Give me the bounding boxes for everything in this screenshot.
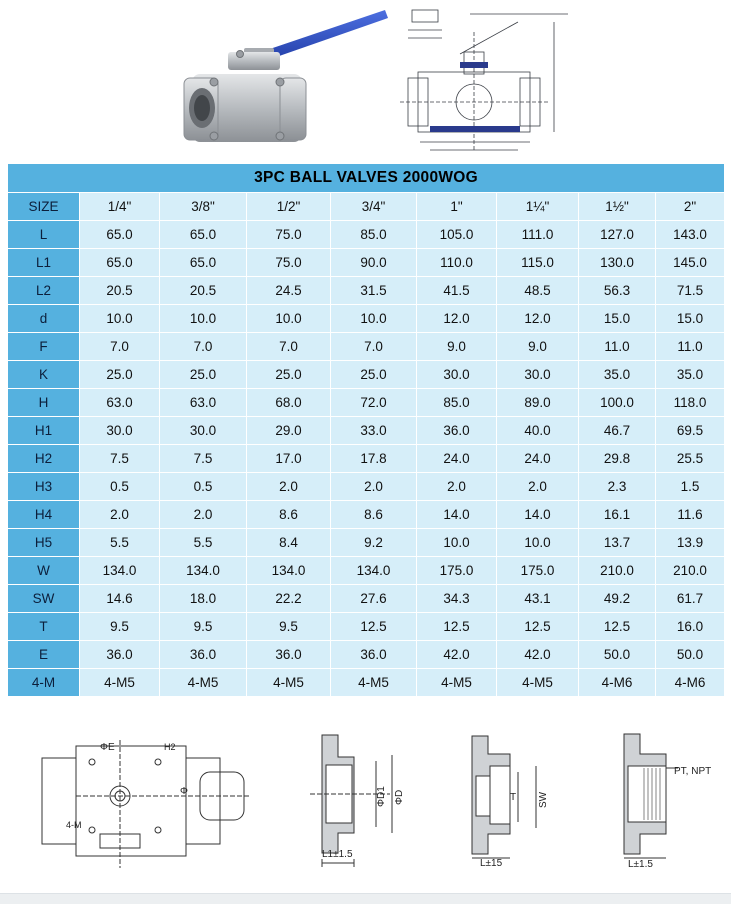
weld-end-drawing — [310, 725, 420, 870]
row-label: E — [8, 641, 80, 669]
table-cell: 4-M6 — [579, 669, 656, 697]
table-cell: 9.5 — [80, 613, 160, 641]
table-cell: 110.0 — [417, 249, 497, 277]
table-cell: 0.5 — [160, 473, 247, 501]
size-column-header: 1" — [417, 193, 497, 221]
table-cell: 65.0 — [80, 221, 160, 249]
table-cell: 10.0 — [160, 305, 247, 333]
table-cell: 7.5 — [160, 445, 247, 473]
table-cell: 13.9 — [656, 529, 725, 557]
size-column-header: 3/4" — [331, 193, 417, 221]
table-cell: 9.0 — [417, 333, 497, 361]
table-cell: 22.2 — [247, 585, 331, 613]
table-cell: 12.5 — [331, 613, 417, 641]
table-cell: 118.0 — [656, 389, 725, 417]
table-cell: 5.5 — [160, 529, 247, 557]
table-cell: 27.6 — [331, 585, 417, 613]
size-column-header: 1/4" — [80, 193, 160, 221]
table-row — [8, 613, 725, 641]
table-cell: 24.0 — [417, 445, 497, 473]
thread-end-drawing — [618, 728, 728, 870]
table-cell: 42.0 — [417, 641, 497, 669]
table-cell: 25.0 — [247, 361, 331, 389]
table-cell: 9.5 — [247, 613, 331, 641]
label-phi-e: ΦE — [100, 742, 115, 753]
table-cell: 12.5 — [497, 613, 579, 641]
row-label: L1 — [8, 249, 80, 277]
table-cell: 10.0 — [497, 529, 579, 557]
table-row — [8, 361, 725, 389]
table-cell: 89.0 — [497, 389, 579, 417]
table-row — [8, 277, 725, 305]
row-label: K — [8, 361, 80, 389]
table-cell: 43.1 — [497, 585, 579, 613]
table-cell: 143.0 — [656, 221, 725, 249]
table-cell: 11.6 — [656, 501, 725, 529]
table-cell: 2.3 — [579, 473, 656, 501]
table-cell: 17.0 — [247, 445, 331, 473]
table-cell: 36.0 — [417, 417, 497, 445]
table-cell: 65.0 — [160, 249, 247, 277]
table-row — [8, 333, 725, 361]
table-cell: 50.0 — [579, 641, 656, 669]
label-l-thread: L±1.5 — [628, 859, 653, 870]
spec-table — [7, 163, 725, 697]
table-cell: 210.0 — [579, 557, 656, 585]
table-cell: 10.0 — [80, 305, 160, 333]
table-cell: 7.0 — [80, 333, 160, 361]
table-row — [8, 529, 725, 557]
table-cell: 134.0 — [331, 557, 417, 585]
table-cell: 4-M5 — [160, 669, 247, 697]
table-cell: 2.0 — [80, 501, 160, 529]
table-cell: 100.0 — [579, 389, 656, 417]
table-cell: 75.0 — [247, 221, 331, 249]
table-cell: 5.5 — [80, 529, 160, 557]
table-cell: 36.0 — [80, 641, 160, 669]
size-label: SIZE — [8, 193, 80, 221]
label-thread: PT, NPT — [674, 766, 712, 777]
row-label: H1 — [8, 417, 80, 445]
table-cell: 7.0 — [331, 333, 417, 361]
table-cell: 4-M5 — [247, 669, 331, 697]
table-cell: 8.6 — [247, 501, 331, 529]
row-label: H4 — [8, 501, 80, 529]
table-row — [8, 389, 725, 417]
table-cell: 85.0 — [417, 389, 497, 417]
table-cell: 36.0 — [331, 641, 417, 669]
table-row — [8, 501, 725, 529]
table-cell: 16.1 — [579, 501, 656, 529]
table-cell: 61.7 — [656, 585, 725, 613]
table-cell: 25.0 — [160, 361, 247, 389]
row-label: SW — [8, 585, 80, 613]
label-4-m: 4-M — [66, 820, 82, 830]
table-cell: 90.0 — [331, 249, 417, 277]
table-cell: 65.0 — [80, 249, 160, 277]
table-cell: 10.0 — [247, 305, 331, 333]
table-cell: 2.0 — [247, 473, 331, 501]
table-cell: 12.5 — [417, 613, 497, 641]
label-phi-d1: ΦD1 — [376, 786, 387, 807]
table-row — [8, 305, 725, 333]
table-cell: 127.0 — [579, 221, 656, 249]
label-l: L±15 — [480, 858, 503, 869]
table-cell: 34.3 — [417, 585, 497, 613]
row-label: H5 — [8, 529, 80, 557]
table-cell: 24.5 — [247, 277, 331, 305]
table-cell: 134.0 — [247, 557, 331, 585]
label-h2: H2 — [164, 742, 176, 752]
table-cell: 13.7 — [579, 529, 656, 557]
table-cell: 25.0 — [80, 361, 160, 389]
table-cell: 30.0 — [80, 417, 160, 445]
table-cell: 115.0 — [497, 249, 579, 277]
table-cell: 63.0 — [160, 389, 247, 417]
table-row — [8, 585, 725, 613]
table-cell: 42.0 — [497, 641, 579, 669]
table-cell: 130.0 — [579, 249, 656, 277]
table-cell: 4-M5 — [417, 669, 497, 697]
row-label: F — [8, 333, 80, 361]
table-cell: 31.5 — [331, 277, 417, 305]
table-cell: 25.0 — [331, 361, 417, 389]
table-cell: 29.0 — [247, 417, 331, 445]
table-cell: 12.0 — [497, 305, 579, 333]
table-cell: 2.0 — [417, 473, 497, 501]
table-cell: 56.3 — [579, 277, 656, 305]
table-cell: 12.5 — [579, 613, 656, 641]
row-label: W — [8, 557, 80, 585]
row-label: H3 — [8, 473, 80, 501]
row-label: 4-M — [8, 669, 80, 697]
table-cell: 7.5 — [80, 445, 160, 473]
table-row — [8, 557, 725, 585]
table-cell: 25.5 — [656, 445, 725, 473]
table-cell: 30.0 — [417, 361, 497, 389]
table-cell: 69.5 — [656, 417, 725, 445]
table-cell: 134.0 — [80, 557, 160, 585]
table-cell: 72.0 — [331, 389, 417, 417]
table-cell: 9.2 — [331, 529, 417, 557]
table-cell: 1.5 — [656, 473, 725, 501]
table-cell: 12.0 — [417, 305, 497, 333]
ball-valve-photo — [180, 2, 406, 162]
top-view-drawing — [40, 738, 250, 870]
size-column-header: 2" — [656, 193, 725, 221]
table-cell: 18.0 — [160, 585, 247, 613]
table-cell: 105.0 — [417, 221, 497, 249]
table-cell: 2.0 — [160, 501, 247, 529]
table-cell: 4-M5 — [80, 669, 160, 697]
table-cell: 0.5 — [80, 473, 160, 501]
table-cell: 48.5 — [497, 277, 579, 305]
table-cell: 4-M6 — [656, 669, 725, 697]
label-t: T — [510, 792, 517, 803]
table-cell: 35.0 — [579, 361, 656, 389]
table-cell: 36.0 — [160, 641, 247, 669]
table-cell: 4-M5 — [331, 669, 417, 697]
table-row — [8, 641, 725, 669]
table-cell: 7.0 — [247, 333, 331, 361]
table-cell: 65.0 — [160, 221, 247, 249]
table-row — [8, 473, 725, 501]
table-cell: 24.0 — [497, 445, 579, 473]
valve-section-drawing — [400, 2, 590, 160]
table-cell: 17.8 — [331, 445, 417, 473]
table-cell: 20.5 — [160, 277, 247, 305]
table-cell: 11.0 — [656, 333, 725, 361]
table-cell: 14.6 — [80, 585, 160, 613]
table-cell: 210.0 — [656, 557, 725, 585]
table-row — [8, 249, 725, 277]
table-cell: 7.0 — [160, 333, 247, 361]
table-cell: 8.6 — [331, 501, 417, 529]
table-cell: 36.0 — [247, 641, 331, 669]
table-cell: 29.8 — [579, 445, 656, 473]
row-label: L2 — [8, 277, 80, 305]
table-cell: 14.0 — [417, 501, 497, 529]
label-phi: Φ — [180, 786, 188, 797]
table-cell: 15.0 — [656, 305, 725, 333]
label-phi-d: ΦD — [394, 789, 405, 805]
size-header-row — [8, 193, 725, 221]
table-row — [8, 417, 725, 445]
table-cell: 175.0 — [497, 557, 579, 585]
table-cell: 145.0 — [656, 249, 725, 277]
table-cell: 63.0 — [80, 389, 160, 417]
row-label: H — [8, 389, 80, 417]
label-sw: SW — [538, 791, 549, 808]
table-cell: 30.0 — [497, 361, 579, 389]
table-cell: 10.0 — [331, 305, 417, 333]
table-cell: 75.0 — [247, 249, 331, 277]
table-cell: 16.0 — [656, 613, 725, 641]
table-cell: 49.2 — [579, 585, 656, 613]
size-column-header: 1/2" — [247, 193, 331, 221]
size-column-header: 1¼" — [497, 193, 579, 221]
row-label: L — [8, 221, 80, 249]
table-cell: 11.0 — [579, 333, 656, 361]
table-cell: 10.0 — [417, 529, 497, 557]
table-cell: 85.0 — [331, 221, 417, 249]
label-l1: L1±1.5 — [322, 849, 353, 860]
size-column-header: 3/8" — [160, 193, 247, 221]
table-cell: 71.5 — [656, 277, 725, 305]
table-cell: 9.0 — [497, 333, 579, 361]
table-cell: 30.0 — [160, 417, 247, 445]
table-cell: 50.0 — [656, 641, 725, 669]
size-column-header: 1½" — [579, 193, 656, 221]
table-cell: 20.5 — [80, 277, 160, 305]
row-label: H2 — [8, 445, 80, 473]
table-row — [8, 669, 725, 697]
table-cell: 2.0 — [331, 473, 417, 501]
socket-end-drawing — [460, 730, 570, 870]
table-cell: 9.5 — [160, 613, 247, 641]
table-cell: 35.0 — [656, 361, 725, 389]
table-row — [8, 221, 725, 249]
table-cell: 14.0 — [497, 501, 579, 529]
table-cell: 8.4 — [247, 529, 331, 557]
table-cell: 46.7 — [579, 417, 656, 445]
table-cell: 68.0 — [247, 389, 331, 417]
table-cell: 2.0 — [497, 473, 579, 501]
table-cell: 111.0 — [497, 221, 579, 249]
table-row — [8, 445, 725, 473]
row-label: T — [8, 613, 80, 641]
table-cell: 33.0 — [331, 417, 417, 445]
table-cell: 175.0 — [417, 557, 497, 585]
page-bottom-strip — [0, 893, 731, 904]
table-cell: 4-M5 — [497, 669, 579, 697]
table-cell: 15.0 — [579, 305, 656, 333]
table-title: 3PC BALL VALVES 2000WOG — [8, 164, 725, 193]
table-cell: 40.0 — [497, 417, 579, 445]
row-label: d — [8, 305, 80, 333]
table-cell: 41.5 — [417, 277, 497, 305]
table-cell: 134.0 — [160, 557, 247, 585]
